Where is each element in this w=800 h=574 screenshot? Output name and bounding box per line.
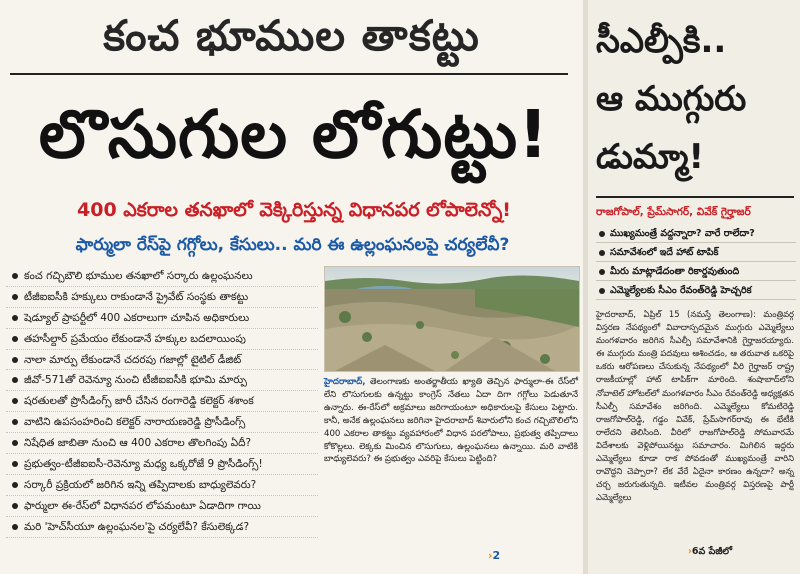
bullet-icon bbox=[12, 336, 18, 342]
aerial-land-photo bbox=[324, 266, 580, 372]
bullet-icon bbox=[12, 315, 18, 321]
list-item: ఫార్ములా ఈ-రేస్‌లో విధానపర లోపమంటూ ఏడాదిగా గాయి bbox=[6, 496, 318, 517]
list-item: టీజీఐఐసీకి హక్కులు రాకుండానే ప్రైవేట్ సంస్థకు తాకట్టు bbox=[6, 287, 318, 308]
list-item: నాలా మార్పు లేకుండానే చదరపు గజాల్లో టైటిల్ డీజి‌ట్ bbox=[6, 350, 318, 371]
list-item: షరతులతో ప్రొసీడింగ్స్ జారీ చేసిన రంగారెడ్డి కలెక్టర్ శశాంక bbox=[6, 391, 318, 412]
bullet-icon bbox=[599, 250, 605, 256]
bullet-icon bbox=[12, 357, 18, 363]
bullet-icon bbox=[12, 482, 18, 488]
side-continued-link[interactable]: ›6వ పేజీలో bbox=[688, 546, 733, 557]
bullet-icon bbox=[599, 231, 605, 237]
list-item: సమావేశంలో ఇదే హాట్ టాపిక్ bbox=[596, 243, 796, 262]
bullet-icon bbox=[599, 269, 605, 275]
bullet-icon bbox=[12, 377, 18, 383]
chevron-right-icon: › bbox=[488, 549, 493, 562]
list-item: ప్రభుత్వం-టీజీఐఐసీ-రెవెన్యూ మధ్య ఒక్కరోజే 9 ప్రొసీడింగ్స్! bbox=[6, 454, 318, 475]
red-strapline: 400 ఎకరాల తనఖాలో వెక్కిరిస్తున్న విధానపర లోపాలెన్నో! bbox=[77, 199, 511, 221]
bullet-icon bbox=[12, 503, 18, 509]
bullet-icon bbox=[12, 440, 18, 446]
main-story-body bbox=[324, 376, 578, 466]
main-headline: లొసుగుల లోగుట్టు! bbox=[38, 96, 550, 173]
list-item: వాటిని ఉపసంహరించి కలెక్టర్ నారాయణరెడ్డి ప్రొసీడింగ్స్ bbox=[6, 412, 318, 433]
bullet-icon bbox=[12, 273, 18, 279]
list-item: ముఖ్యమంత్రే వద్దన్నారా? వారే రాలేదా? bbox=[596, 224, 796, 243]
highlight-bullets bbox=[6, 266, 318, 538]
list-item: మీరు మాట్లాడేదంతా రికార్డవుతుంది bbox=[596, 262, 796, 281]
side-headline: సీఎల్పీకి.. ఆ ముగ్గురు డుమ్మా! bbox=[596, 21, 747, 177]
list-item: జీవో-571తో రెవెన్యూ నుంచి టీజీఐఐసీకి భూమి మార్పు bbox=[6, 370, 318, 391]
list-item: మరి 'హెచ్‌సీయూ ఉల్లంఘనల'పై చర్యలేవీ? కేసులెక్కడ? bbox=[6, 517, 318, 538]
story-text: తెలంగాణకు అంతర్జాతీయ ఖ్యాతి తెచ్చిన ఫార్ములా-ఈ రేస్‌లో లేని లొసుగులకు ఉన్నట్టు కాంగ్రెస్ నేతలు ఏదా దిగా గగ్గోలు పెడుతూనే ఉన్నారు. ఈ-రేస్‌లో అక్రమాలు జరిగాయంటూ అధికారులపై కేసులు పెట్టారు. కానీ, అనేక ఉల్లంఘనలు జరిగినా హైదరాబాద్ శివారులోని కంచ గచ్చిబౌలిలోని 400 ఎకరాల తాకట్టు వ్యవహారంలో విధాన పరలోపాలు, ప్రభుత్వ తప్పిదాలు కోకొల్లలు. లెక్కకు మించిన లొసుగులు, ఉల్లంఘనలు ఉన్నాయి. మరి వాటికి బాధ్యులెవరు? ఈ ప్రభుత్వం ఎవరిపై కేసులు పెట్టింది? bbox=[324, 377, 578, 465]
kicker-headline: కంచ భూముల తాకట్టు bbox=[103, 11, 480, 60]
bullet-icon bbox=[599, 288, 605, 294]
continued-page-link[interactable]: ›2 bbox=[488, 549, 501, 562]
side-byline: రాజగోపాల్, ప్రేమ్‌సాగర్, వివేక్ గైర్హాజర్ bbox=[596, 206, 751, 218]
bullet-icon bbox=[12, 461, 18, 467]
side-highlight-bullets bbox=[596, 224, 796, 300]
bullet-icon bbox=[12, 524, 18, 530]
bullet-icon bbox=[12, 294, 18, 300]
list-item: ఎమ్మెల్యేలకు సీఎం రేవంత్‌రెడ్డి హెచ్చరిక bbox=[596, 281, 796, 300]
side-headline-rule bbox=[596, 196, 794, 198]
bullet-icon bbox=[12, 398, 18, 404]
list-item: షెడ్యూల్ ప్రాపర్టీలో 400 ఎకరాలుగా చూపిన అధికారులు bbox=[6, 308, 318, 329]
list-item: కంచ గచ్చిబౌలి భూముల తనఖాలో సర్కారు ఉల్లంఘనలు bbox=[6, 266, 318, 287]
chevron-right-icon: › bbox=[688, 546, 692, 557]
list-item: నిషేధిత జాబితా నుంచి ఆ 400 ఎకరాల తొలగింపు ఏదీ? bbox=[6, 433, 318, 454]
bullet-icon bbox=[12, 419, 18, 425]
headline-rule bbox=[10, 73, 568, 75]
story-dateline: హైదరాబాద్, bbox=[324, 377, 366, 387]
blue-strapline: ఫార్ములా రేస్‌పై గగ్గోలు, కేసులు.. మరి ఈ ఉల్లంఘనలపై చర్యలేవీ? bbox=[75, 235, 510, 255]
list-item: తహసీల్దార్ ప్రమేయం లేకుండానే హక్కుల బదలాయింపు bbox=[6, 329, 318, 350]
list-item: సర్కారీ ప్రక్రియలో జరిగిన ఇన్ని తప్పిదాలకు బాధ్యులెవరు? bbox=[6, 475, 318, 496]
side-story-body: హైదరాబాద్, ఏప్రిల్ 15 (నమస్తే తెలంగాణ): మంత్రివర్గ విస్తరణ నేపథ్యంలో వివాదాస్పదమైన ముగ్గురు ఎమ్మెల్యేలు మంగళవారం జరిగిన సీఎల్పీ సమావేశానికి గైర్హాజరయ్యారు. ఈ ముగ్గురు మంత్రి పదవులు ఆశించడం, ఆ తరువాత ఒకరిపై ఒకరు ఆరోపణలు చేసుకున్న నేపథ్యంలో వీరి గైర్హాజర్ రాష్ట్ర రాజకీయాల్లో హాట్ టాపిక్‌గా మారింది. శంషాబాద్‌లోని నోవాటెల్ హోటల్‌లో మంగళవారం సీఎం రేవంత్‌రెడ్డి అధ్యక్షతన సీఎల్పీ సమావేశం జరిగింది. ఎమ్మెల్యేలు కోమటిరెడ్డి రాజగోపాల్‌రెడ్డి, గడ్డం వివేక్, ప్రేమ్‌సాగర్‌రావు ఈ భేటీకి రాలేదని తెలిసింది. వీరిలో రాజగోపాల్‌రెడ్డి సోమవారమే విదేశాలకు వెళ్లిపోయినట్టు సమాచారం. మిగిలిన ఇద్దరు ఎమ్మెల్యేలు కూడా రాక పోవడంతో ముఖ్యమంత్రే వారిని రావొద్దని చెప్పారా? లేక వేరే ఏదైనా కారణం ఉన్నదా? అన్న చర్చ జరుగుతున్నది. ఇటీవల మంత్రివర్గ విస్తరణపై పార్టీ ఎమ్మెల్యేలు bbox=[596, 309, 794, 503]
